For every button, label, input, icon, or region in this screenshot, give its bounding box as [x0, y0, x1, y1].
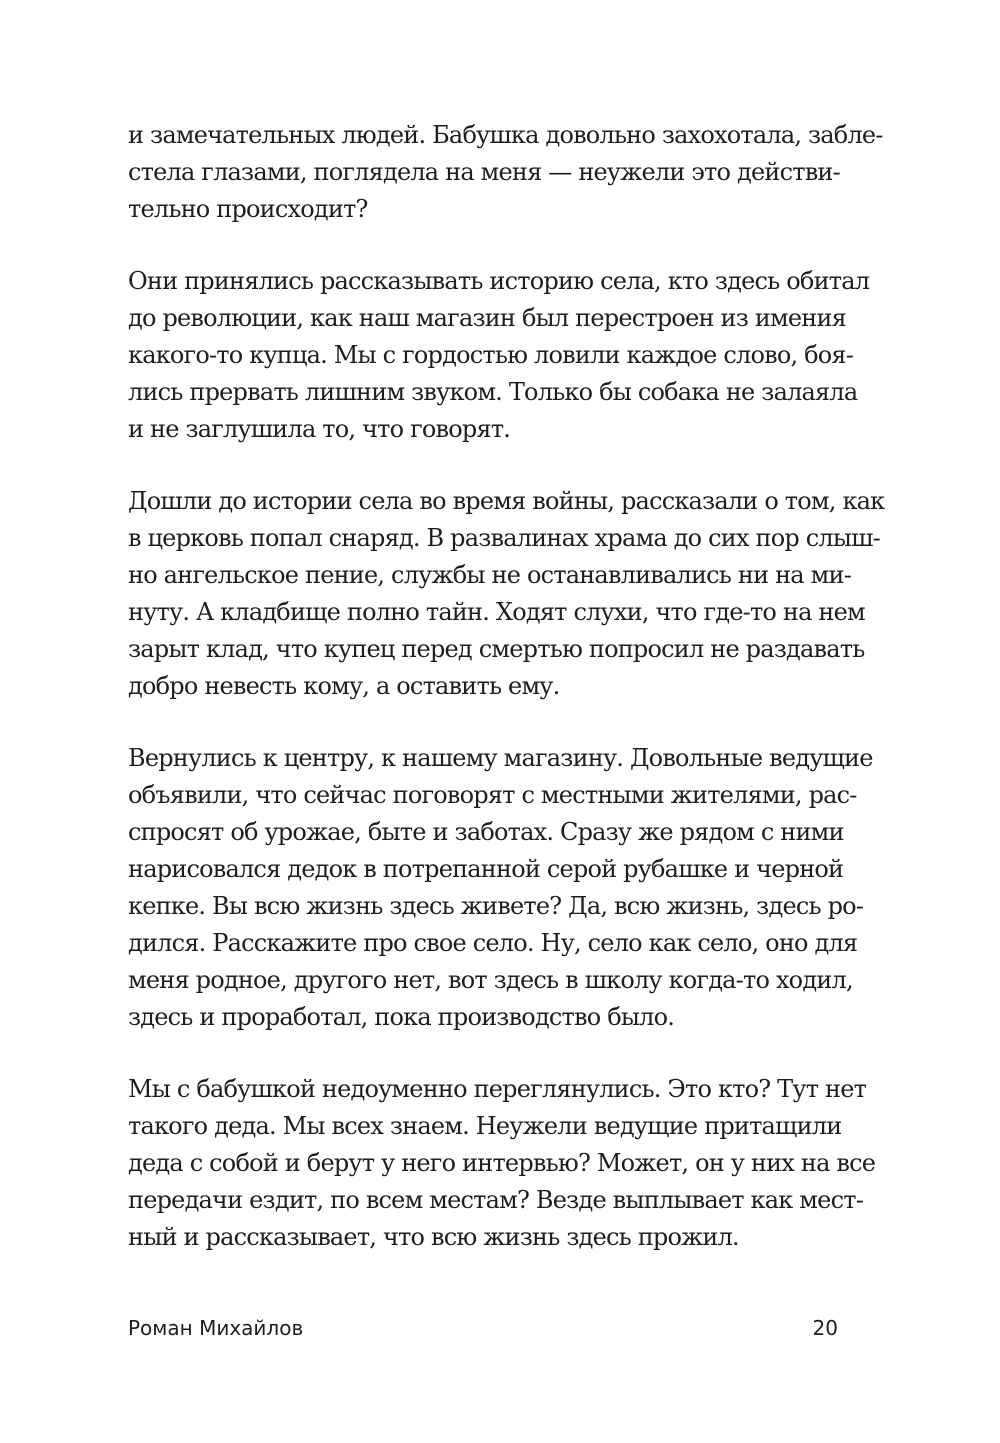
footer-author: Роман Михайлов [128, 1316, 304, 1340]
text-line: такого деда. Мы всех знаем. Неужели ведущие притащили [128, 1112, 842, 1140]
text-line: объявили, что сейчас поговорят с местными жителями, рас- [128, 781, 857, 809]
text-line: Дошли до истории села во время войны, рассказали о том, как [128, 487, 885, 515]
text-line: какого-то купца. Мы с гордостью ловили каждое слово, боя- [128, 341, 854, 369]
text-line: дился. Расскажите про свое село. Ну, село как село, оно для [128, 929, 858, 957]
text-line: добро невесть кому, а оставить ему. [128, 672, 560, 700]
text-line: спросят об урожае, быте и заботах. Сразу же рядом с ними [128, 818, 844, 846]
text-line: зарыт клад, что купец перед смертью попросил не раздавать [128, 635, 865, 663]
text-line: ный и рассказывает, что всю жизнь здесь прожил. [128, 1223, 739, 1251]
page-number: 20 [812, 1316, 838, 1340]
text-line: Вернулись к центру, к нашему магазину. Довольные ведущие [128, 744, 873, 772]
paragraph [128, 263, 870, 448]
paragraph [128, 483, 885, 705]
text-line: Мы с бабушкой недоуменно переглянулись. Это кто? Тут нет [128, 1075, 867, 1103]
text-line: тельно происходит? [128, 195, 368, 223]
paragraph [128, 117, 883, 228]
paragraph-gap [128, 1036, 848, 1071]
page-footer [128, 1316, 838, 1346]
text-line: нуту. А кладбище полно тайн. Ходят слухи, что где-то на нем [128, 598, 865, 626]
paragraph-gap [128, 705, 848, 740]
text-line: деда с собой и берут у него интервью? Может, он у них на все [128, 1149, 876, 1177]
text-line: стела глазами, поглядела на меня — неужели это действи- [128, 158, 840, 186]
text-line: нарисовался дедок в потрепанной серой рубашке и черной [128, 855, 844, 883]
text-line: передачи ездит, по всем местам? Везде выплывает как мест- [128, 1186, 863, 1214]
text-line: здесь и проработал, пока производство было. [128, 1003, 675, 1031]
text-line: Они принялись рассказывать историю села, кто здесь обитал [128, 267, 870, 295]
text-line: меня родное, другого нет, вот здесь в школу когда-то ходил, [128, 966, 853, 994]
text-line: лись прервать лишним звуком. Только бы собака не залаяла [128, 378, 858, 406]
text-line: и не заглушила то, что говорят. [128, 415, 511, 443]
paragraph-gap [128, 228, 848, 263]
text-line: кепке. Вы всю жизнь здесь живете? Да, всю жизнь, здесь ро- [128, 892, 864, 920]
text-line: в церковь попал снаряд. В развалинах храма до сих пор слыш- [128, 524, 880, 552]
page-body-text [128, 117, 885, 1256]
paragraph-gap [128, 448, 848, 483]
text-line: и замечательных людей. Бабушка довольно захохотала, забле- [128, 121, 883, 149]
paragraph [128, 740, 873, 1036]
text-line: но ангельское пение, службы не останавливались ни на ми- [128, 561, 852, 589]
text-line: до революции, как наш магазин был перестроен из имения [128, 304, 847, 332]
paragraph [128, 1071, 876, 1256]
